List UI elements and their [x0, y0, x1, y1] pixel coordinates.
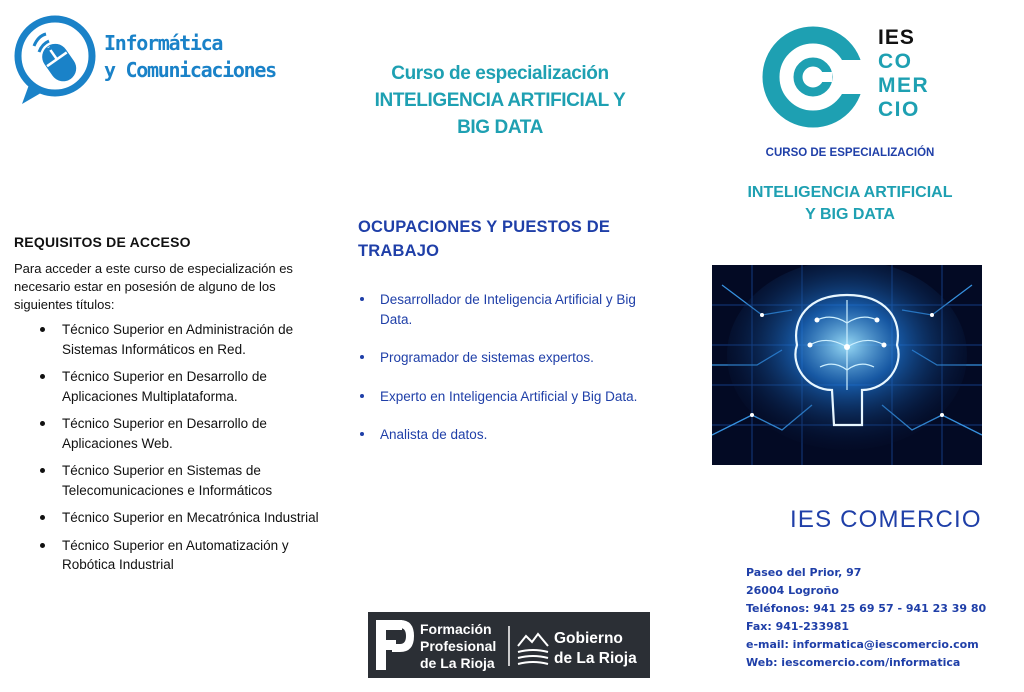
logo-word-ies: IES — [878, 26, 915, 49]
occupations-title: OCUPACIONES Y PUESTOS DE TRABAJO — [358, 218, 611, 260]
ies-comercio-logo — [758, 22, 958, 132]
occupation-item: Desarrollador de Inteligencia Artificial y Big Data. — [358, 290, 668, 329]
requirement-item: Técnico Superior en Sistemas de Telecomunicaciones e Informáticos — [36, 461, 326, 500]
course-title-line1: Curso de especialización — [391, 63, 609, 84]
ia-title-line1: INTELIGENCIA ARTIFICIAL — [747, 184, 953, 201]
logo-word-cio: CIO — [878, 98, 920, 121]
occupation-item: Experto en Inteligencia Artificial y Big Data. — [358, 387, 668, 407]
contact-postal: 26004 Logroño — [746, 584, 839, 597]
contact-email: e-mail: informatica@iescomercio.com — [746, 638, 979, 651]
contact-web: Web: iescomercio.com/informatica — [746, 656, 961, 669]
fp-line2: Profesional — [420, 638, 497, 654]
department-name-line1: Informática — [104, 31, 223, 55]
requirement-item: Técnico Superior en Desarrollo de Aplicaciones Web. — [36, 414, 326, 453]
gov-line1: Gobierno — [554, 630, 623, 647]
course-title — [340, 60, 660, 141]
course-title-line3: BIG DATA — [457, 117, 543, 138]
ia-bigdata-title — [728, 182, 972, 226]
contact-block — [746, 564, 986, 672]
mouse-speech-bubble-icon — [12, 14, 102, 106]
logo-word-co: CO — [878, 50, 913, 73]
logo-word-mer: MER — [878, 74, 930, 97]
fp-line3: de La Rioja — [420, 655, 495, 671]
requirement-item: Técnico Superior en Desarrollo de Aplicaciones Multiplataforma. — [36, 367, 326, 406]
ia-title-line2: Y BIG DATA — [805, 206, 895, 223]
rioja-crest-icon — [518, 634, 548, 664]
school-name: IES COMERCIO — [790, 506, 982, 533]
occupations-list — [358, 290, 668, 464]
course-title-line2: INTELIGENCIA ARTIFICIAL Y — [374, 90, 626, 111]
fp-line1: Formación — [420, 621, 492, 637]
department-logo — [12, 14, 282, 104]
ai-brain-image — [712, 265, 982, 465]
requirements-list — [36, 320, 326, 583]
requirement-item: Técnico Superior en Administración de Sistemas Informáticos en Red. — [36, 320, 326, 359]
requirements-intro: Para acceder a este curso de especialización es necesario estar en posesión de alguno de los siguientes títulos: — [14, 261, 293, 312]
fp-gobierno-logo — [368, 612, 650, 678]
contact-address: Paseo del Prior, 97 — [746, 566, 862, 579]
ai-brain-circuit-icon — [712, 265, 982, 465]
ies-c-emblem-icon — [758, 22, 870, 132]
contact-phones: Teléfonos: 941 25 69 57 - 941 23 39 80 — [746, 602, 987, 615]
requirements-title: REQUISITOS DE ACCESO — [14, 234, 191, 250]
requirement-item: Técnico Superior en Automatización y Robótica Industrial — [36, 536, 326, 575]
department-name-line2: y Comunicaciones — [104, 58, 276, 82]
requirement-item: Técnico Superior en Mecatrónica Industrial — [36, 508, 326, 528]
contact-fax: Fax: 941-233981 — [746, 620, 850, 633]
gov-line2: de La Rioja — [554, 650, 637, 667]
curso-label: CURSO DE ESPECIALIZACIÓN — [765, 147, 935, 159]
occupation-item: Analista de datos. — [358, 425, 668, 445]
fp-icon — [376, 620, 414, 670]
occupation-item: Programador de sistemas expertos. — [358, 348, 668, 368]
